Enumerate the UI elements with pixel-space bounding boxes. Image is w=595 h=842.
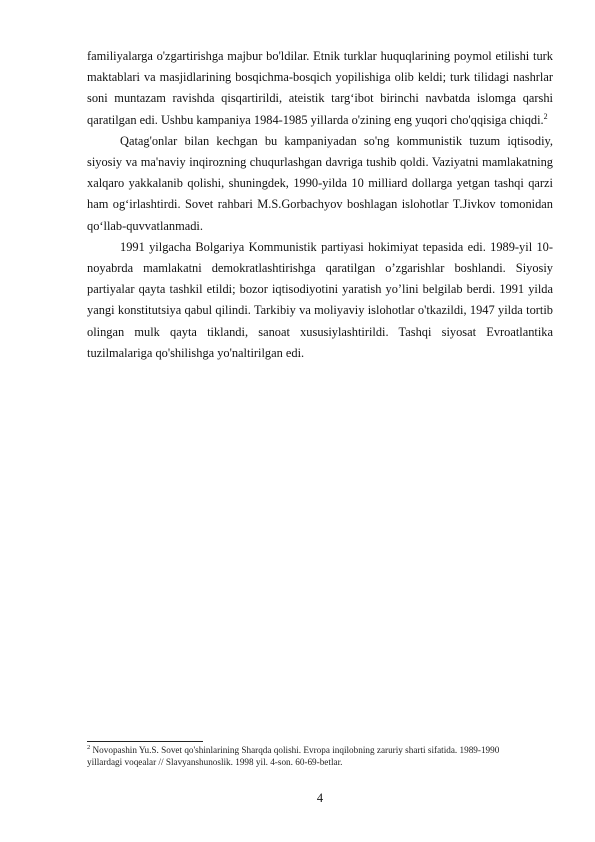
body-text — [87, 46, 553, 364]
footnote-marker: 2 — [87, 743, 91, 751]
page-number: 4 — [316, 791, 324, 805]
paragraph-2: Qatag'onlar bilan kechgan bu kampaniyadan so'ng kommunistik tuzum iqtisodiy, siyosiy va ma'naviy inqirozning chuqurlashgan davriga tushib qoldi. Vaziyatni mamlakatning xalqaro yakkalanib qolishi, shuningdek, 1990-yilda 10 milliard dollarga yetgan tashqi qarzi ham og‘irlashtirdi. Sovet rahbari M.S.Gorbachyov boshlagan islohotlar T.Jivkov tomonidan qo‘llab-quvvatlanmadi. — [87, 133, 553, 233]
paragraph-1 — [87, 46, 553, 131]
footnote-divider — [87, 741, 203, 742]
paragraph-1-text: familiyalarga o'zgartirishga majbur bo'ldilar. Etnik turklar huquqlarining poymol etilishi turk maktablari va masjidlarining bosqichma-bosqich yopilishiga olib keldi; turk tilidagi nashrlar soni muntazam ravishda qisqartirildi, ateistik targ‘ibot birinchi navbatda islomga qarshi qaratilgan edi. Ushbu kampaniya 1984-1985 yillarda o'zining eng yuqori cho'qqisiga chiqdi. — [87, 49, 553, 127]
footnote-reference: 2 — [543, 111, 548, 121]
footnote-text: Novopashin Yu.S. Sovet qo'shinlarining Sharqda qolishi. Evropa inqilobning zaruriy sharti sifatida. 1989-1990 yillardagi voqealar // Slavyanshunoslik. 1998 yil. 4-son. 60-69-betlar. — [87, 745, 500, 767]
footnote — [87, 744, 507, 768]
paragraph-3: 1991 yilgacha Bolgariya Kommunistik partiyasi hokimiyat tepasida edi. 1989-yil 10-noyabrda mamlakatni demokratlashtirishga qaratilgan o’zgarishlar boshlandi. Siyosiy partiyalar qayta tashkil etildi; bozor iqtisodiyotini yaratish yo’lini belgilab berdi. 1991 yilda yangi konstitutsiya qabul qilindi. Tarkibiy va moliyaviy islohotlar o'tkazildi, 1947 yilda tortib olingan mulk qayta tiklandi, sanoat xususiylashtirildi. Tashqi siyosat Evroatlantika tuzilmalariga qo'shilishga yo'naltirilgan edi. — [87, 239, 553, 360]
